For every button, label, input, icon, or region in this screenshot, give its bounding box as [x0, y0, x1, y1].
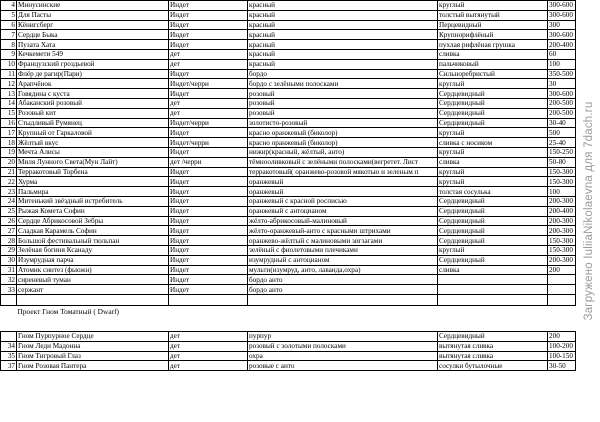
- table-row: [1, 216, 576, 226]
- row-number-cell: [1, 331, 17, 341]
- table-row: [1, 138, 576, 148]
- row-number-cell: 20: [1, 157, 17, 167]
- row-number-cell: 4: [1, 1, 17, 11]
- variety-name-cell: Миля Лунного Света(Мун Лайт): [17, 157, 169, 167]
- variety-name-cell: Стыдливый Румянец: [17, 118, 169, 128]
- fruit-shape-cell: толстая сосулька: [438, 187, 548, 197]
- table-body-separator: [1, 294, 576, 331]
- fruit-weight-cell: 300: [548, 20, 576, 30]
- fruit-weight-cell: 200-400: [548, 40, 576, 50]
- row-number-cell: 22: [1, 177, 17, 187]
- table-row: [1, 108, 576, 118]
- fruit-weight-cell: 200-500: [548, 98, 576, 108]
- fruit-shape-cell: круглый: [438, 177, 548, 187]
- fruit-color-cell: красный: [248, 40, 438, 50]
- growth-type-cell: дет: [169, 49, 248, 59]
- fruit-weight-cell: 30-50: [548, 361, 576, 371]
- fruit-color-cell: бордо анто: [248, 275, 438, 285]
- fruit-shape-cell: вытянутая сливка: [438, 341, 548, 351]
- fruit-shape-cell: Сердцевидный: [438, 89, 548, 99]
- fruit-weight-cell: 100: [548, 59, 576, 69]
- table-row: [1, 49, 576, 59]
- fruit-weight-cell: 150-300: [548, 167, 576, 177]
- variety-name-cell: Жёлтый вкус: [17, 138, 169, 148]
- fruit-shape-cell: Сердцевидный: [438, 331, 548, 341]
- variety-name-cell: Французский гроздьевой: [17, 59, 169, 69]
- variety-name-cell: Гном Леди Мадонна: [17, 341, 169, 351]
- row-number-cell: 21: [1, 167, 17, 177]
- fruit-weight-cell: 100-150: [548, 351, 576, 361]
- row-number-cell: 16: [1, 118, 17, 128]
- fruit-weight-cell: 200-300: [548, 255, 576, 265]
- growth-type-cell: Индет: [169, 187, 248, 197]
- growth-type-cell: Индет/черри: [169, 118, 248, 128]
- table-row: [1, 206, 576, 216]
- fruit-color-cell: бордо: [248, 69, 438, 79]
- fruit-weight-cell: 200-400: [548, 206, 576, 216]
- row-number-cell: 10: [1, 59, 17, 69]
- project-title: Проект Гном Томатный ( Dwarf): [17, 306, 120, 316]
- fruit-shape-cell: пальчиковый: [438, 59, 548, 69]
- table-row: [1, 255, 576, 265]
- fruit-weight-cell: 30: [548, 79, 576, 89]
- growth-type-cell: Индет: [169, 167, 248, 177]
- fruit-color-cell: красный: [248, 20, 438, 30]
- variety-name-cell: Гном Пурпурное Сердце: [17, 331, 169, 341]
- watermark: [580, 0, 598, 422]
- table-row: [1, 147, 576, 157]
- fruit-color-cell: красный: [248, 30, 438, 40]
- growth-type-cell: дет: [169, 351, 248, 361]
- variety-name-cell: Минусинские: [17, 1, 169, 11]
- growth-type-cell: Индет: [169, 236, 248, 246]
- growth-type-cell: Индет: [169, 89, 248, 99]
- growth-type-cell: Индет: [169, 177, 248, 187]
- table-row: [1, 167, 576, 177]
- fruit-shape-cell: круглый: [438, 167, 548, 177]
- fruit-weight-cell: 150-300: [548, 236, 576, 246]
- fruit-color-cell: красный: [248, 59, 438, 69]
- fruit-shape-cell: Сердцевидный: [438, 236, 548, 246]
- fruit-shape-cell: Сердцевидный: [438, 255, 548, 265]
- growth-type-cell: Индет/черри: [169, 138, 248, 148]
- fruit-shape-cell: круглый: [438, 128, 548, 138]
- variety-name-cell: Пузата Хата: [17, 40, 169, 50]
- fruit-weight-cell: 30-40: [548, 118, 576, 128]
- fruit-weight-cell: 200: [548, 265, 576, 275]
- variety-name-cell: Сердце Абрикосовой Зебры: [17, 216, 169, 226]
- fruit-color-cell: пурпур: [248, 331, 438, 341]
- fruit-color-cell: оранжево-жёлтый с малиновыми зигзагами: [248, 236, 438, 246]
- fruit-shape-cell: круглый: [438, 79, 548, 89]
- variety-name-cell: Изумрудная парча: [17, 255, 169, 265]
- table-row: [1, 128, 576, 138]
- row-number-cell: 12: [1, 79, 17, 89]
- fruit-shape-cell: Сердцевидный: [438, 216, 548, 226]
- table-row: [1, 275, 576, 285]
- fruit-weight-cell: 50-80: [548, 157, 576, 167]
- fruit-shape-cell: Сердцевидный: [438, 226, 548, 236]
- variety-name-cell: сиреневый туман: [17, 275, 169, 285]
- fruit-color-cell: мульти(изумруд, анто, лаванда,охра): [248, 265, 438, 275]
- growth-type-cell: Индет: [169, 216, 248, 226]
- table-row: [1, 79, 576, 89]
- growth-type-cell: Индет: [169, 1, 248, 11]
- table-row: [1, 351, 576, 361]
- fruit-color-cell: красный: [248, 49, 438, 59]
- fruit-color-cell: жёлто-абрикосовый-малиновый: [248, 216, 438, 226]
- table-row: [1, 40, 576, 50]
- growth-type-cell: Индет: [169, 265, 248, 275]
- row-number-cell: 28: [1, 236, 17, 246]
- fruit-color-cell: терракотовый( оранжево-розовой мякотью и зеленым п: [248, 167, 438, 177]
- growth-type-cell: Индет: [169, 40, 248, 50]
- growth-type-cell: дет: [169, 361, 248, 371]
- fruit-color-cell: охра: [248, 351, 438, 361]
- fruit-weight-cell: 300-600: [548, 89, 576, 99]
- variety-name-cell: Пальмира: [17, 187, 169, 197]
- row-number-cell: 34: [1, 341, 17, 351]
- fruit-color-cell: розовый с золотыми полосками: [248, 341, 438, 351]
- row-number-cell: 24: [1, 196, 17, 206]
- table-row: [1, 1, 576, 11]
- variety-name-cell: Терракотовый Торбена: [17, 167, 169, 177]
- variety-name-cell: Розовый кит: [17, 108, 169, 118]
- fruit-shape-cell: сливка: [438, 265, 548, 275]
- fruit-weight-cell: 25-40: [548, 138, 576, 148]
- variety-name-cell: Гном Розовая Пантера: [17, 361, 169, 371]
- row-number-cell: 6: [1, 20, 17, 30]
- growth-type-cell: Индет: [169, 245, 248, 255]
- fruit-shape-cell: круглый: [438, 1, 548, 11]
- variety-name-cell: Для Пасты: [17, 10, 169, 20]
- variety-name-cell: Рыжая Комета Софин: [17, 206, 169, 216]
- fruit-weight-cell: 300-600: [548, 30, 576, 40]
- growth-type-cell: Индет: [169, 10, 248, 20]
- row-number-cell: 27: [1, 226, 17, 236]
- variety-name-cell: сержант: [17, 285, 169, 295]
- growth-type-cell: дет /черри: [169, 157, 248, 167]
- table-row: [1, 98, 576, 108]
- row-number-cell: 5: [1, 10, 17, 20]
- fruit-color-cell: розовый: [248, 98, 438, 108]
- fruit-shape-cell: [438, 285, 548, 295]
- table-row: [1, 157, 576, 167]
- fruit-shape-cell: круглый: [438, 245, 548, 255]
- fruit-color-cell: розовый: [248, 108, 438, 118]
- fruit-color-cell: изумрудный с антоцианом: [248, 255, 438, 265]
- fruit-weight-cell: 150-300: [548, 177, 576, 187]
- row-number-cell: 15: [1, 108, 17, 118]
- table-row: [1, 196, 576, 206]
- table-row: [1, 226, 576, 236]
- fruit-color-cell: зелёный с фиолетовыми плечиками: [248, 245, 438, 255]
- fruit-color-cell: розовые с анто: [248, 361, 438, 371]
- variety-name-cell: Гном Тигровый Глаз: [17, 351, 169, 361]
- fruit-color-cell: розовый: [248, 89, 438, 99]
- fruit-weight-cell: 200-500: [548, 108, 576, 118]
- fruit-shape-cell: вытянутая сливка: [438, 351, 548, 361]
- variety-name-cell: Большой фестивальный тюльпан: [17, 236, 169, 246]
- variety-name-cell: Говядина с куста: [17, 89, 169, 99]
- row-number-cell: 19: [1, 147, 17, 157]
- variety-name-cell: Кечкемети 549: [17, 49, 169, 59]
- fruit-color-cell: тёмнооливковый с зелёными полосками(вегретет. Лист: [248, 157, 438, 167]
- variety-name-cell: Крупный от Гаркаловой: [17, 128, 169, 138]
- fruit-weight-cell: [548, 275, 576, 285]
- growth-type-cell: Индет: [169, 30, 248, 40]
- fruit-shape-cell: [438, 275, 548, 285]
- table-row: [1, 245, 576, 255]
- variety-name-cell: Сладкая Карамель Софин: [17, 226, 169, 236]
- variety-name-cell: Арапчёнок: [17, 79, 169, 89]
- fruit-weight-cell: 150-300: [548, 245, 576, 255]
- fruit-weight-cell: 350-500: [548, 69, 576, 79]
- row-number-cell: 25: [1, 206, 17, 216]
- growth-type-cell: дет: [169, 98, 248, 108]
- row-number-cell: 30: [1, 255, 17, 265]
- row-number-cell: 29: [1, 245, 17, 255]
- growth-type-cell: Индет: [169, 275, 248, 285]
- row-number-cell: 23: [1, 187, 17, 197]
- table-row: [1, 30, 576, 40]
- growth-type-cell: Индет: [169, 206, 248, 216]
- fruit-color-cell: оранжевый: [248, 187, 438, 197]
- row-number-cell: 7: [1, 30, 17, 40]
- fruit-color-cell: красно оранжевый (биколор): [248, 138, 438, 148]
- row-number-cell: 33: [1, 285, 17, 295]
- fruit-shape-cell: сосулки бутылочные: [438, 361, 548, 371]
- fruit-shape-cell: пухлая рифлёная грушка: [438, 40, 548, 50]
- row-number-cell: 9: [1, 49, 17, 59]
- row-number-cell: 13: [1, 89, 17, 99]
- table-body-top: [1, 1, 576, 295]
- fruit-shape-cell: Сердцевидный: [438, 118, 548, 128]
- fruit-weight-cell: 100: [548, 187, 576, 197]
- growth-type-cell: дет: [169, 108, 248, 118]
- table-row: [1, 10, 576, 20]
- variety-name-cell: Сердце Быка: [17, 30, 169, 40]
- growth-type-cell: Индет/черри: [169, 79, 248, 89]
- table-row: [1, 361, 576, 371]
- fruit-shape-cell: Сердцевидный: [438, 108, 548, 118]
- table-row: [1, 265, 576, 275]
- fruit-color-cell: бордо анто: [248, 285, 438, 295]
- growth-type-cell: Индет: [169, 255, 248, 265]
- watermark-text: Загружено IuliiaNikolaevna для 7dach.ru: [583, 101, 595, 321]
- row-number-cell: 35: [1, 351, 17, 361]
- fruit-color-cell: красно оранжевый (биколор): [248, 128, 438, 138]
- fruit-weight-cell: 300-600: [548, 1, 576, 11]
- growth-type-cell: Индет: [169, 226, 248, 236]
- growth-type-cell: Индет: [169, 20, 248, 30]
- fruit-color-cell: оранжевый: [248, 177, 438, 187]
- fruit-shape-cell: Сердцевидный: [438, 196, 548, 206]
- fruit-shape-cell: Перцевидный: [438, 20, 548, 30]
- fruit-shape-cell: сливка с носиком: [438, 138, 548, 148]
- fruit-color-cell: оранжевый с антоцианом: [248, 206, 438, 216]
- growth-type-cell: Индет: [169, 69, 248, 79]
- row-number-cell: 18: [1, 138, 17, 148]
- table-row: [1, 341, 576, 351]
- variety-name-cell: Абаканский розовый: [17, 98, 169, 108]
- fruit-weight-cell: 200-300: [548, 196, 576, 206]
- table-row: [1, 285, 576, 295]
- table-row: [1, 187, 576, 197]
- row-number-cell: 17: [1, 128, 17, 138]
- fruit-shape-cell: Сильноребристый: [438, 69, 548, 79]
- fruit-weight-cell: 200-300: [548, 216, 576, 226]
- table-row: [1, 59, 576, 69]
- table-row: [1, 20, 576, 30]
- fruit-shape-cell: круглый: [438, 147, 548, 157]
- fruit-weight-cell: 500: [548, 128, 576, 138]
- variety-name-cell: Митенький звёздный истребитель: [17, 196, 169, 206]
- fruit-weight-cell: 200: [548, 331, 576, 341]
- fruit-color-cell: золотисто-розовый: [248, 118, 438, 128]
- row-number-cell: 8: [1, 40, 17, 50]
- fruit-color-cell: красный: [248, 1, 438, 11]
- table-body-bottom: [1, 331, 576, 370]
- fruit-weight-cell: 150-250: [548, 147, 576, 157]
- row-number-cell: 37: [1, 361, 17, 371]
- growth-type-cell: Индет: [169, 196, 248, 206]
- fruit-color-cell: бордо с зелёными полосками: [248, 79, 438, 89]
- fruit-weight-cell: 200-300: [548, 226, 576, 236]
- growth-type-cell: Индет: [169, 128, 248, 138]
- table-row: [1, 236, 576, 246]
- table-row: [1, 177, 576, 187]
- fruit-color-cell: жёлто-оранжевый-анто с красными штрихами: [248, 226, 438, 236]
- row-number-cell: 11: [1, 69, 17, 79]
- growth-type-cell: Индет: [169, 285, 248, 295]
- fruit-weight-cell: 100-200: [548, 341, 576, 351]
- variety-name-cell: Атомик синтез (фьюжн): [17, 265, 169, 275]
- variety-name-cell: Флёр де рагир(Пари): [17, 69, 169, 79]
- row-number-cell: 14: [1, 98, 17, 108]
- fruit-shape-cell: сливка: [438, 49, 548, 59]
- row-number-cell: 32: [1, 275, 17, 285]
- fruit-weight-cell: [548, 285, 576, 295]
- table-row: [1, 69, 576, 79]
- row-number-cell: 26: [1, 216, 17, 226]
- fruit-color-cell: оранжевый с красной росписью: [248, 196, 438, 206]
- growth-type-cell: Индет: [169, 147, 248, 157]
- fruit-shape-cell: Крупнорифлёный: [438, 30, 548, 40]
- table-row: [1, 89, 576, 99]
- fruit-color-cell: красный: [248, 10, 438, 20]
- fruit-shape-cell: сливка: [438, 157, 548, 167]
- variety-name-cell: Кёнигсберг: [17, 20, 169, 30]
- growth-type-cell: дет: [169, 331, 248, 341]
- growth-type-cell: дет: [169, 59, 248, 69]
- variety-name-cell: Мечта Алисы: [17, 147, 169, 157]
- fruit-shape-cell: толстый вытянутый: [438, 10, 548, 20]
- growth-type-cell: дет: [169, 341, 248, 351]
- fruit-weight-cell: 60: [548, 49, 576, 59]
- variety-name-cell: Зелёная богиня Ксанаду: [17, 245, 169, 255]
- fruit-shape-cell: Сердцевидный: [438, 98, 548, 108]
- table-row: [1, 118, 576, 128]
- fruit-shape-cell: Сердцевидный: [438, 206, 548, 216]
- variety-name-cell: Хурма: [17, 177, 169, 187]
- row-number-cell: 31: [1, 265, 17, 275]
- fruit-weight-cell: 300-600: [548, 10, 576, 20]
- table-row: [1, 331, 576, 341]
- fruit-color-cell: нижир(красный, жёлтый, анто): [248, 147, 438, 157]
